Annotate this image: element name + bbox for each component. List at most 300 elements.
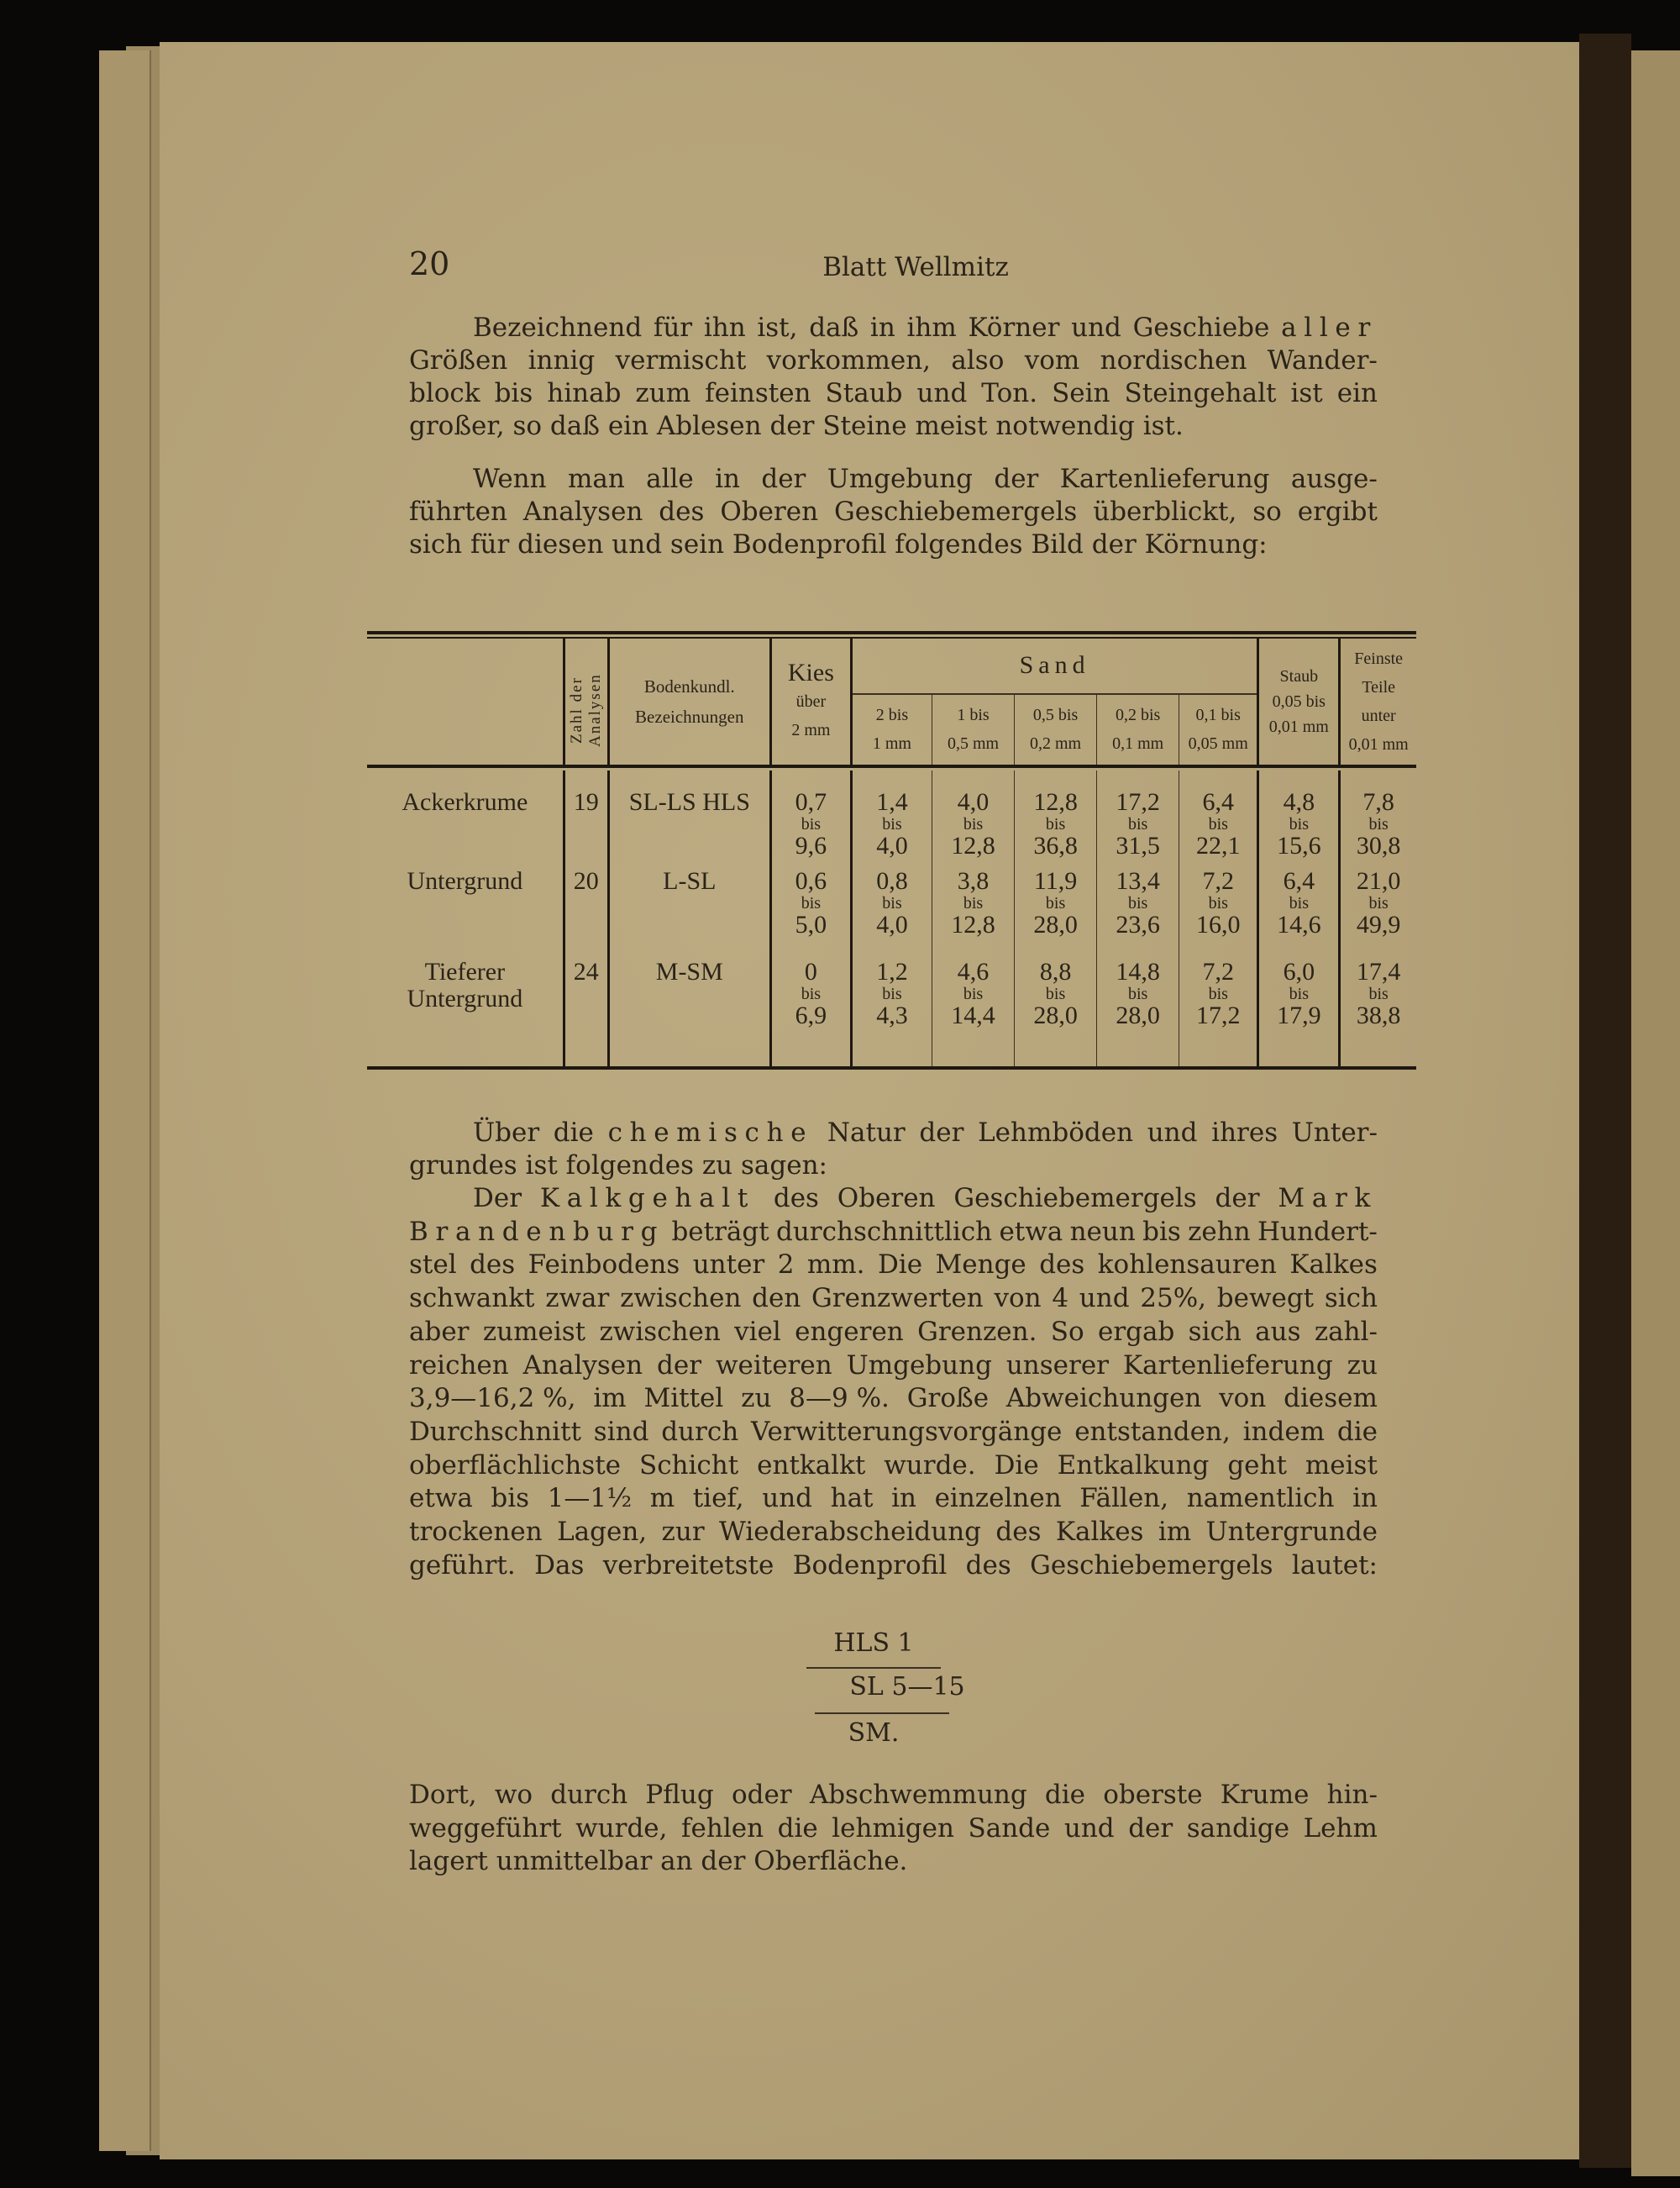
header-empty [367,639,564,765]
range-cell [932,952,1014,1066]
text-line [409,529,1378,560]
word: und [1147,1118,1198,1148]
table-row [367,952,1416,1066]
table-bottom-rule [367,1066,1416,1070]
range-max: 12,8 [951,832,995,860]
word: Sande [968,1812,1051,1843]
range-cell [1179,861,1258,952]
range-max: 15,6 [1277,832,1321,860]
range-cell [932,861,1014,952]
word: der [919,1118,964,1148]
range-bis: bis [882,815,902,834]
text-line [409,1283,1378,1313]
text-line [409,1249,1378,1280]
word: des [995,1517,1042,1547]
word: 1—1½ [547,1483,633,1514]
word: Unter- [1291,1118,1378,1148]
word: den [752,1283,801,1314]
word: Fällen, [1079,1483,1169,1514]
text-line [409,1383,1378,1413]
word: chemische [607,1118,814,1148]
text-line [409,1150,1378,1181]
range-bis: bis [1289,985,1309,1003]
text-line [409,378,1378,408]
word: Über [473,1118,540,1148]
profile-bottom: SM. [848,1718,900,1748]
text-line [473,313,1378,343]
word: zur [661,1517,705,1547]
range-bis: bis [801,894,822,913]
range-cell [1340,771,1416,861]
range-bis: bis [882,894,902,913]
word: Grenzen. [917,1316,1037,1347]
range-min: 1,4 [876,788,908,816]
profile-divider [815,1712,949,1714]
word: der [994,464,1039,494]
word: Sein [1052,378,1110,408]
range-bis: bis [1368,815,1389,834]
word: m [649,1483,675,1514]
word: indem [1242,1416,1326,1447]
word: vermischt [615,345,747,376]
range-max: 38,8 [1356,1002,1401,1029]
word: wurde, [575,1812,668,1843]
range-min: 6,4 [1283,867,1315,895]
range-bis: bis [1045,985,1066,1003]
range-min: 0,7 [795,788,827,816]
word: Entkalkung [1057,1449,1210,1481]
range-min: 6,0 [1283,958,1315,986]
range-bis: bis [1045,815,1066,834]
row-label: Untergrund [407,867,523,895]
word: zwar [545,1283,610,1314]
word: in [891,1483,916,1514]
word: ausge- [1290,464,1378,494]
row-designation: M-SM [608,952,770,1066]
word: hat [830,1483,874,1514]
word: alle [646,464,694,494]
range-bis: bis [1368,894,1389,913]
range-cell [1179,771,1258,861]
text-line [473,1183,1378,1213]
word: entstanden, [1074,1416,1231,1447]
word: des [1039,1249,1085,1281]
range-bis: bis [801,985,822,1003]
word: Mark [1278,1183,1378,1213]
range-min: 13,4 [1116,867,1160,895]
range-cell [932,771,1014,861]
range-min: 7,8 [1362,788,1394,816]
word: Wander- [1267,345,1378,376]
word: einzelnen [934,1483,1062,1514]
text-line [409,1813,1378,1843]
range-min: 4,8 [1283,788,1315,816]
word: Ton. [981,378,1038,408]
range-cell [1340,861,1416,952]
word: bewegt [1216,1283,1315,1314]
range-bis: bis [1289,815,1309,834]
range-cell [770,771,851,861]
word: Lehmböden [978,1118,1134,1148]
word: bis [491,1483,530,1514]
word: durch [550,1780,628,1810]
text-line [409,1780,1378,1810]
range-max: 22,1 [1196,832,1241,860]
word: engeren [795,1316,904,1347]
profile-middle: SL 5—15 [849,1672,965,1701]
word: Natur [827,1118,906,1148]
row-count: 20 [564,861,608,952]
row-count: 19 [564,771,608,861]
range-min: 11,9 [1033,867,1078,895]
range-cell [1015,771,1097,861]
range-min: 0,8 [876,867,908,895]
text-line [409,497,1378,527]
range-cell [1340,952,1416,1066]
header-designation: Bodenkundl. Bezeichnungen [608,639,770,765]
word: durch [661,1416,739,1447]
word: oder [731,1780,792,1810]
word: viel [734,1316,781,1347]
profile-top: HLS 1 [833,1628,914,1658]
header-sand-fraction: 2 bis 1 mm [851,694,932,765]
word: hinab [547,378,622,408]
word: zwischen [620,1283,742,1314]
word: von [994,1283,1042,1314]
word: Das [534,1549,585,1581]
range-cell [770,861,851,952]
range-max: 9,6 [795,832,827,860]
range-cell [851,771,932,861]
word: Die [994,1449,1039,1481]
word: verbreitetste [602,1549,774,1581]
range-min: 6,4 [1202,788,1234,816]
word: nordischen [1100,345,1247,376]
range-max: 4,0 [876,911,908,939]
word: So [1050,1316,1084,1347]
text-line [409,1350,1378,1381]
word: zehn [1188,1216,1251,1247]
word: ihn [703,313,746,343]
word: man [567,464,625,494]
range-max: 12,8 [951,911,995,939]
word: und [1071,313,1121,343]
header-count: Zahl der Analysen [564,639,608,765]
word: und [916,378,968,408]
word: ein [1336,378,1378,408]
word: weiteren [715,1349,832,1381]
range-max: 36,8 [1033,832,1078,860]
word: ist, [757,313,798,343]
row-label: Tieferer Untergrund [407,958,523,1012]
range-bis: bis [1208,985,1228,1003]
word: durchschnittlich [776,1216,993,1247]
word: lehmigen [832,1812,954,1843]
word: überblickt, [1093,497,1237,527]
word: Oberen [837,1183,936,1213]
range-max: 30,8 [1356,832,1401,860]
range-max: 23,6 [1116,911,1160,939]
word: neun [1069,1216,1136,1247]
word: Brandenburg [409,1216,665,1247]
word: Geschiebemergels [1030,1549,1273,1581]
word: von [1219,1383,1267,1414]
word: Steingehalt [1124,378,1277,408]
grain-size-table [367,631,1416,1072]
word: unserer [1005,1349,1109,1381]
range-max: 14,6 [1277,911,1321,939]
word: die [553,1118,594,1148]
word: Oberen [720,497,819,527]
word: in [869,313,895,343]
word: die [1044,1780,1086,1810]
word: feinsten [705,378,811,408]
word: die [777,1812,818,1843]
range-cell [770,952,851,1066]
range-max: 49,9 [1356,911,1401,939]
word: Dort, [409,1780,477,1810]
word: kohlensauren [1097,1249,1277,1281]
word: und [1079,1283,1130,1314]
word: der [761,464,806,494]
range-cell [1015,952,1097,1066]
word: die [1336,1416,1378,1447]
word: schwankt [409,1283,535,1314]
word: hin- [1326,1780,1378,1810]
word: Untergrunde [1205,1517,1378,1547]
table-row [367,771,1416,861]
word: Kalkes [1289,1249,1378,1281]
word: der [657,1349,702,1381]
word: trockenen [409,1517,543,1547]
header-kies: Kies über 2 mm [770,639,851,765]
word: vorkommen, [766,345,932,376]
range-bis: bis [1208,815,1228,834]
range-bis: bis [963,985,984,1003]
word: und [1063,1812,1115,1843]
header-sand: Sand [851,639,1257,694]
word: Abweichungen [1005,1383,1202,1414]
word: der [1128,1812,1173,1843]
word: reichen [409,1349,509,1381]
word: beträgt [671,1216,769,1247]
word: 4 [1052,1283,1069,1314]
range-min: 1,2 [876,958,908,986]
text-line [409,345,1378,376]
word: ist [1290,378,1323,408]
word: tief, [692,1483,744,1514]
text-line [409,1550,1378,1581]
word: und [762,1483,813,1514]
word: großer, so daß ein Ablesen der Steine meist notwendig ist. [409,411,1184,441]
range-max: 28,0 [1033,911,1078,939]
running-title: Blatt Wellmitz [822,252,1009,282]
word: entkalkt [757,1449,866,1481]
word: Durchschnitt [409,1416,581,1447]
range-cell [1179,952,1258,1066]
table-top-rule [367,631,1416,634]
header-feinste: Feinste Teile unter 0,01 mm [1340,639,1416,765]
word: Abschwemmung [809,1780,1027,1810]
word: des [965,1549,1011,1581]
range-cell [1097,771,1179,861]
range-min: 17,2 [1116,788,1160,816]
text-line [409,1483,1378,1513]
word: ihm [906,313,957,343]
word: Verwitterungsvorgänge [751,1416,1063,1447]
range-cell [1097,861,1179,952]
range-bis: bis [801,815,822,834]
range-max: 4,3 [876,1002,908,1029]
range-bis: bis [1128,894,1148,913]
word: 3,9—16,2 %, [409,1383,576,1414]
word: Kartenlieferung [1122,1349,1333,1381]
text-line [473,464,1378,494]
word: Analysen [522,1349,643,1381]
text-line [409,1846,1378,1876]
word: ergibt [1297,497,1378,527]
range-max: 4,0 [876,832,908,860]
range-max: 5,0 [795,911,827,939]
word: Feinbodens [528,1249,680,1281]
word: bis [1142,1216,1181,1247]
row-designation: L-SL [608,861,770,952]
word: fehlen [681,1812,764,1843]
word: Schicht [638,1449,739,1481]
row-count: 24 [564,952,608,1066]
word: Analysen [522,497,643,527]
range-min: 21,0 [1356,867,1401,895]
header-sand-fraction: 0,1 bis 0,05 mm [1179,694,1258,765]
range-max: 16,0 [1196,911,1241,939]
word: zumeist [482,1316,586,1347]
word: wo [494,1780,533,1810]
range-min: 14,8 [1116,958,1160,986]
range-bis: bis [963,815,984,834]
range-min: 17,4 [1356,958,1401,986]
range-min: 0 [804,958,817,986]
word: geführt. [409,1549,516,1581]
word: bis [494,378,533,408]
word: des [470,1249,516,1281]
word: Umgebung [827,464,974,494]
word: Krume [1220,1780,1310,1810]
profile-divider [806,1667,941,1669]
word: stel [409,1249,457,1281]
range-min: 7,2 [1202,867,1234,895]
text-line [409,1517,1378,1547]
word: Bezeichnend [473,313,643,343]
word: Staub [825,378,903,408]
word: Geschiebemergels [953,1183,1197,1213]
range-max: 28,0 [1033,1002,1078,1029]
word: oberste [1103,1780,1203,1810]
word: Große [906,1383,990,1414]
range-max: 14,4 [951,1002,995,1029]
text-line [409,1450,1378,1481]
range-min: 4,6 [957,958,990,986]
word: Die [877,1249,923,1281]
word: also [951,345,1005,376]
word: Lagen, [557,1517,648,1547]
word: vom [1024,345,1080,376]
word: in [1352,1483,1378,1514]
word: Wiederabscheidung [719,1517,982,1547]
word: block [409,378,480,408]
header-sand-fraction: 0,5 bis 0,2 mm [1015,694,1097,765]
range-min: 8,8 [1039,958,1072,986]
word: des [773,1183,819,1213]
word: so [1252,497,1282,527]
range-max: 31,5 [1116,832,1160,860]
text-line [409,1217,1378,1247]
range-cell [1258,952,1340,1066]
range-min: 12,8 [1033,788,1078,816]
range-bis: bis [1128,815,1148,834]
word: Körner [968,313,1060,343]
range-bis: bis [882,985,902,1003]
word: etwa [409,1483,473,1514]
word: Hundert- [1257,1216,1378,1247]
range-min: 4,0 [957,788,990,816]
word: zu [741,1383,772,1414]
word: wurde. [884,1449,976,1481]
range-max: 28,0 [1116,1002,1160,1029]
word: Kalkgehalt [539,1183,756,1213]
word: ergab [1098,1316,1175,1347]
word: sind [593,1416,649,1447]
word: zum [635,378,691,408]
word: grundes ist folgendes zu sagen: [409,1150,827,1181]
row-designation: SL-LS HLS [608,771,770,861]
word: aus [1255,1316,1301,1347]
word: Kalkes [1055,1517,1144,1547]
word: sich [1188,1316,1242,1347]
word: für [653,313,693,343]
header-staub: Staub 0,05 bis 0,01 mm [1258,639,1340,765]
page-edges [99,50,151,2151]
word: Bodenprofil [792,1549,948,1581]
word: innig [528,345,596,376]
word: namentlich [1186,1483,1335,1514]
word: Geschiebemergels [833,497,1078,527]
word: 2 [777,1249,795,1281]
word: Lehm [1303,1812,1378,1843]
book-spine-shadow [1579,34,1631,2168]
word: daß [809,313,859,343]
range-min: 3,8 [957,867,990,895]
word: zwischen [599,1316,721,1347]
word: zahl- [1314,1316,1378,1347]
word: Pflug [645,1780,714,1810]
word: weggeführt [409,1812,562,1843]
word: aber [409,1316,470,1347]
word: lautet: [1291,1549,1378,1581]
range-max: 17,2 [1196,1002,1241,1029]
text-line [409,1417,1378,1447]
word: 25%, [1140,1283,1207,1314]
word: Mittel [643,1383,724,1414]
word: ihres [1211,1118,1278,1148]
word: Menge [935,1249,1026,1281]
word: meist [1305,1449,1378,1481]
word: sich für diesen und sein Bodenprofil folgendes Bild der Körnung: [409,529,1268,560]
range-cell [1258,861,1340,952]
range-bis: bis [1368,985,1389,1003]
word: aller [1281,313,1378,343]
word: Wenn [473,464,547,494]
word: führten [409,497,507,527]
